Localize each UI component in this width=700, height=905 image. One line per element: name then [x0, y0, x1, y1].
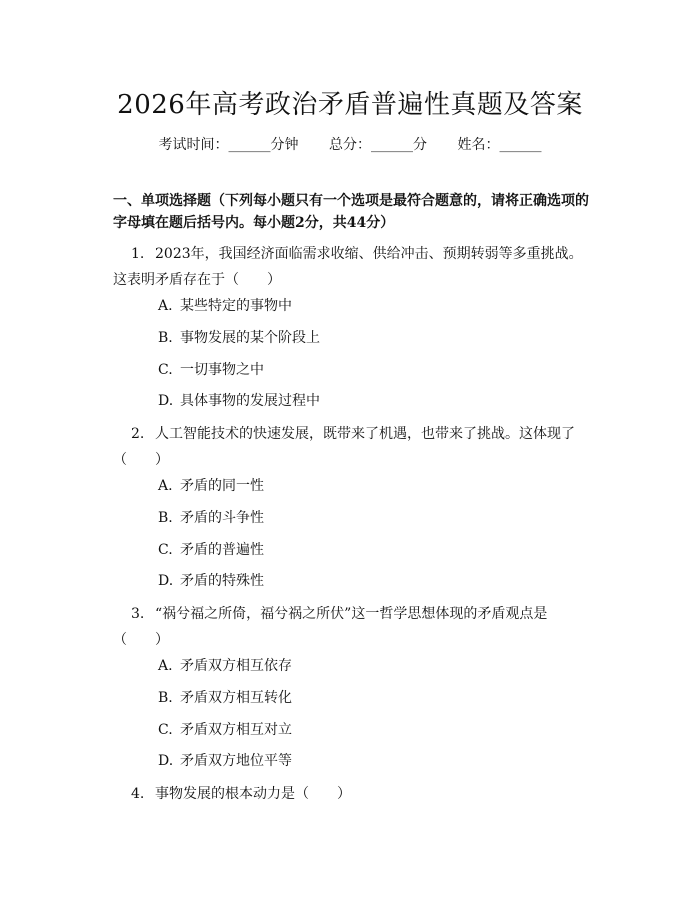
option-text: 矛盾双方相互对立	[180, 722, 292, 738]
option-letter: B.	[158, 330, 173, 346]
exam-time-field: 考试时间：______分钟	[158, 137, 299, 153]
option-letter: C.	[158, 362, 173, 378]
option-text: 矛盾的斗争性	[180, 510, 264, 526]
question-4	[113, 781, 593, 807]
question-1-option-a	[158, 296, 292, 316]
question-3-option-d	[158, 751, 292, 771]
question-2-option-c	[158, 540, 264, 560]
option-text: 矛盾的普遍性	[180, 542, 264, 558]
name-field: 姓名：______	[457, 137, 542, 153]
option-text: 矛盾双方地位平等	[180, 753, 292, 769]
question-number: 1.	[131, 246, 145, 262]
question-3-option-c	[158, 720, 292, 740]
question-2	[113, 421, 593, 473]
option-text: 事物发展的某个阶段上	[180, 330, 320, 346]
option-letter: D.	[158, 573, 174, 589]
option-text: 具体事物的发展过程中	[180, 393, 320, 409]
exam-meta	[0, 134, 700, 154]
option-text: 矛盾双方相互转化	[180, 690, 292, 706]
total-score-field: 总分：______分	[329, 137, 427, 153]
option-letter: B.	[158, 510, 173, 526]
question-3-option-b	[158, 688, 292, 708]
option-text: 某些特定的事物中	[180, 298, 292, 314]
option-text: 矛盾的特殊性	[180, 573, 264, 589]
question-2-option-d	[158, 571, 264, 591]
option-letter: A.	[158, 658, 173, 674]
question-1-option-d	[158, 391, 320, 411]
question-1-option-b	[158, 328, 320, 348]
option-letter: C.	[158, 722, 173, 738]
option-letter: A.	[158, 298, 173, 314]
option-text: 矛盾双方相互依存	[180, 658, 292, 674]
question-text: 2023年，我国经济面临需求收缩、供给冲击、预期转弱等多重挑战。这表明矛盾存在于（ ）	[113, 246, 583, 288]
option-letter: C.	[158, 542, 173, 558]
question-text: “祸兮福之所倚，福兮祸之所伏”这一哲学思想体现的矛盾观点是（ ）	[113, 606, 548, 648]
option-letter: D.	[158, 753, 174, 769]
question-3	[113, 601, 593, 653]
question-2-option-a	[158, 476, 264, 496]
option-letter: B.	[158, 690, 173, 706]
question-number: 3.	[131, 606, 145, 622]
question-1	[113, 241, 593, 293]
section-heading: 一、单项选择题（下列每小题只有一个选项是最符合题意的，请将正确选项的字母填在题后括号内。每小题2分，共44分）	[113, 193, 589, 231]
page-title: 2026年高考政治矛盾普遍性真题及答案	[117, 90, 583, 120]
question-1-option-c	[158, 360, 264, 380]
question-number: 4.	[131, 786, 145, 802]
question-number: 2.	[131, 426, 145, 442]
question-2-option-b	[158, 508, 264, 528]
question-text: 人工智能技术的快速发展，既带来了机遇，也带来了挑战。这体现了（ ）	[113, 426, 575, 468]
question-3-option-a	[158, 656, 292, 676]
option-letter: D.	[158, 393, 174, 409]
question-text: 事物发展的根本动力是（ ）	[155, 786, 351, 802]
option-text: 矛盾的同一性	[180, 478, 264, 494]
option-text: 一切事物之中	[180, 362, 264, 378]
option-letter: A.	[158, 478, 173, 494]
